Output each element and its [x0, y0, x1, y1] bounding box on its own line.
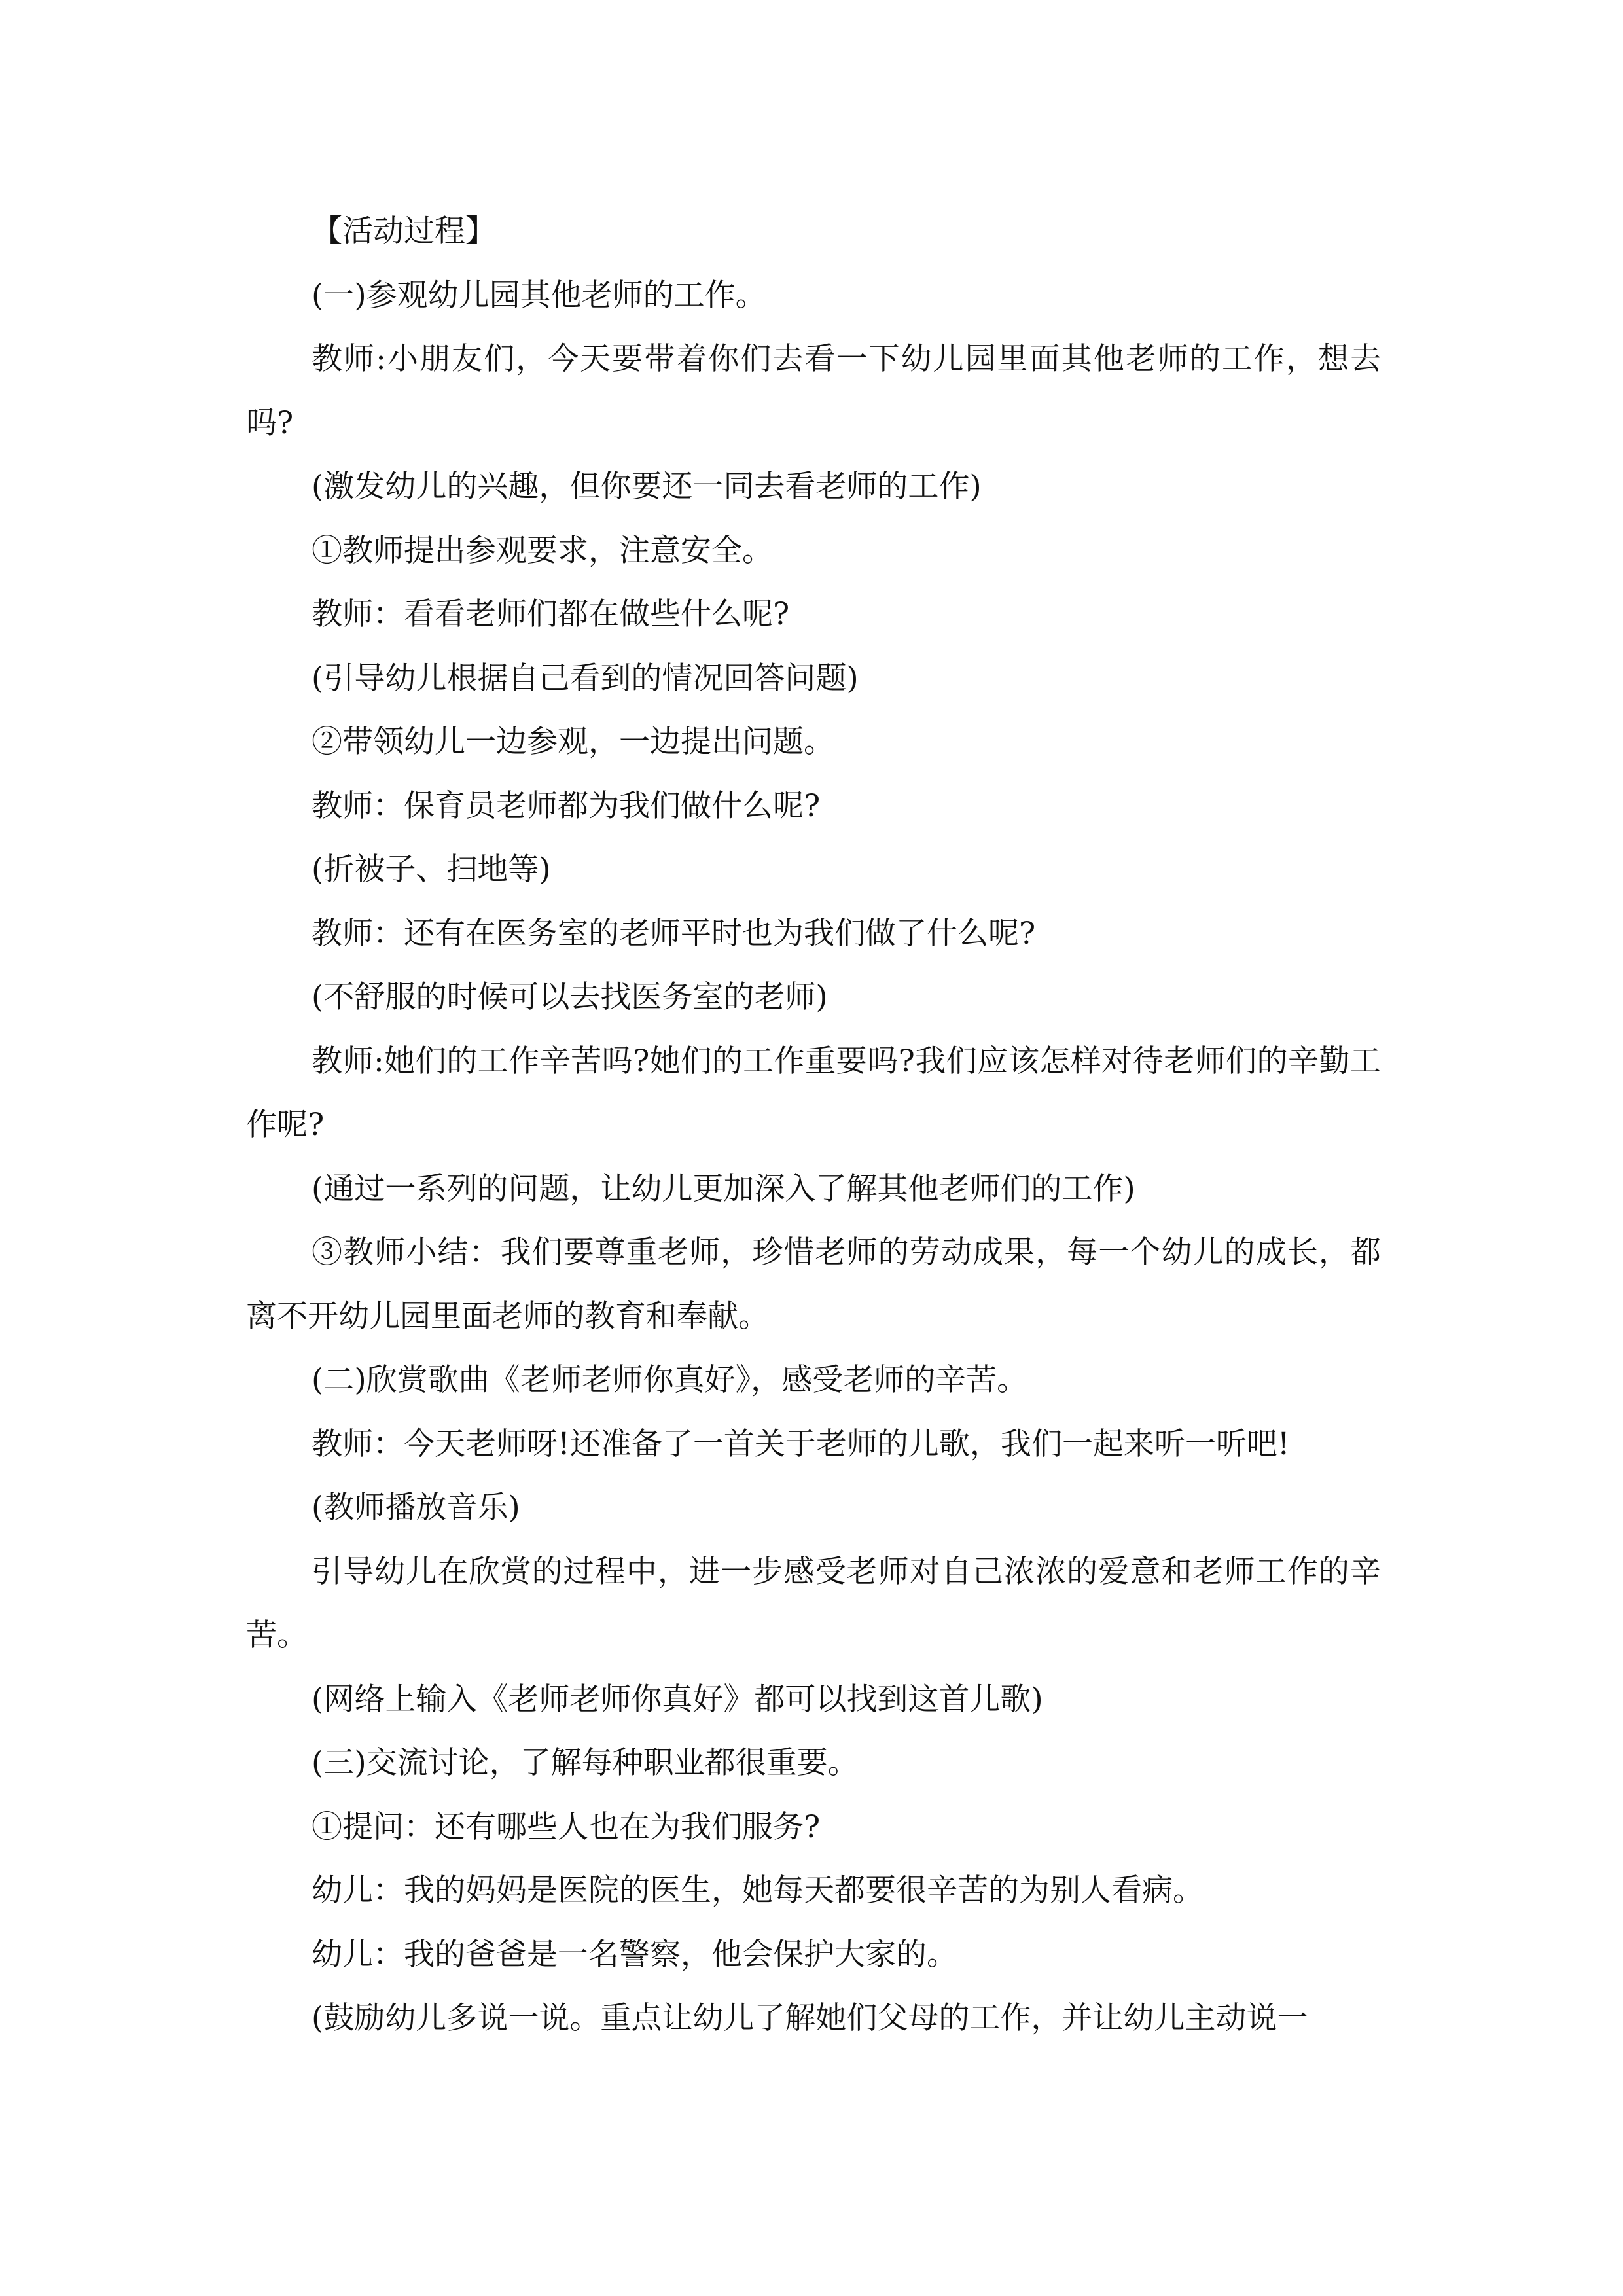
paragraph: 幼儿：我的爸爸是一名警察，他会保护大家的。 — [312, 1936, 957, 1973]
paragraph: (二)欣赏歌曲《老师老师你真好》，感受老师的辛苦。 — [312, 1362, 1028, 1398]
paragraph: (鼓励幼儿多说一说。重点让幼儿了解她们父母的工作，并让幼儿主动说一 — [312, 2000, 1308, 2036]
paragraph: ①教师提出参观要求，注意安全。 — [312, 532, 773, 569]
paragraph: (三)交流讨论，了解每种职业都很重要。 — [312, 1745, 859, 1781]
paragraph: (教师播放音乐) — [312, 1490, 520, 1526]
paragraph: ②带领幼儿一边参观，一边提出问题。 — [312, 724, 834, 760]
paragraph: (引导幼儿根据自己看到的情况回答问题) — [312, 660, 859, 696]
paragraph: (折被子、扫地等) — [312, 852, 551, 888]
paragraph: 教师:小朋友们，今天要带着你们去看一下幼儿园里面其他老师的工作，想去吗? — [246, 341, 1381, 441]
paragraph: ①提问：还有哪些人也在为我们服务? — [312, 1808, 821, 1845]
paragraph: (激发幼儿的兴趣，但你要还一同去看老师的工作) — [312, 469, 982, 505]
paragraph: (不舒服的时候可以去找医务室的老师) — [312, 979, 828, 1015]
paragraph: 教师:她们的工作辛苦吗?她们的工作重要吗?我们应该怎样对待老师们的辛勤工作呢? — [246, 1043, 1381, 1143]
paragraph: 教师：还有在医务室的老师平时也为我们做了什么呢? — [312, 915, 1036, 952]
paragraph: (网络上输入《老师老师你真好》都可以找到这首儿歌) — [312, 1681, 1043, 1717]
section-heading: 【活动过程】 — [312, 213, 496, 249]
paragraph: 教师：今天老师呀!还准备了一首关于老师的儿歌，我们一起来听一听吧! — [312, 1426, 1290, 1462]
paragraph: 教师：保育员老师都为我们做什么呢? — [312, 787, 821, 824]
paragraph: 引导幼儿在欣赏的过程中，进一步感受老师对自己浓浓的爱意和老师工作的辛苦。 — [246, 1553, 1381, 1653]
document-body — [246, 200, 1381, 2051]
paragraph: ③教师小结：我们要尊重老师，珍惜老师的劳动成果，每一个幼儿的成长，都离不开幼儿园里面老师的教育和奉献。 — [246, 1234, 1381, 1335]
paragraph: 教师：看看老师们都在做些什么呢? — [312, 596, 790, 632]
paragraph: 幼儿：我的妈妈是医院的医生，她每天都要很辛苦的为别人看病。 — [312, 1873, 1204, 1909]
paragraph: (一)参观幼儿园其他老师的工作。 — [312, 277, 766, 314]
paragraph: (通过一系列的问题，让幼儿更加深入了解其他老师们的工作) — [312, 1170, 1135, 1207]
